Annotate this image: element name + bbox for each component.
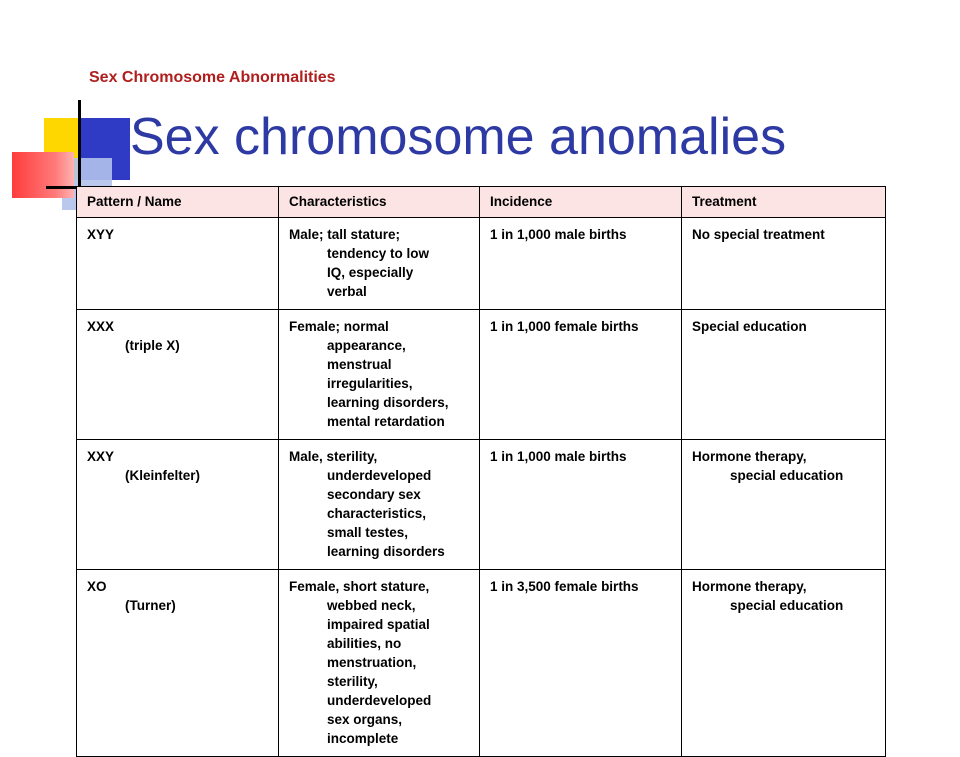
char-line: IQ, especially xyxy=(327,265,414,280)
decor-red-square xyxy=(12,152,74,198)
char-line: Male, sterility, xyxy=(289,449,378,464)
cell-treatment xyxy=(682,440,886,570)
char-line: learning disorders xyxy=(327,544,445,559)
char-line: appearance, xyxy=(327,338,406,353)
cell-characteristics xyxy=(279,310,480,440)
char-line: verbal xyxy=(327,284,367,299)
char-line: webbed neck, xyxy=(327,598,416,613)
char-line: incomplete xyxy=(327,731,399,746)
cell-treatment xyxy=(682,570,886,757)
char-line: Female, short stature, xyxy=(289,579,430,594)
char-line: impaired spatial xyxy=(327,617,430,632)
char-line: underdeveloped xyxy=(327,693,432,708)
table-row xyxy=(77,218,886,310)
char-line: abilities, no xyxy=(327,636,402,651)
anomalies-table xyxy=(76,186,886,757)
header-treatment: Treatment xyxy=(682,187,886,218)
cell-pattern xyxy=(77,440,279,570)
table-header-row xyxy=(77,187,886,218)
header-pattern: Pattern / Name xyxy=(77,187,279,218)
decor-vertical-line xyxy=(78,100,81,192)
slide-subtitle: Sex Chromosome Abnormalities xyxy=(89,69,336,86)
treatment-line: special education xyxy=(730,468,844,483)
cell-incidence: 1 in 1,000 female births xyxy=(480,310,682,440)
cell-characteristics xyxy=(279,440,480,570)
pattern-name: (triple X) xyxy=(125,338,180,353)
char-line: mental retardation xyxy=(327,414,445,429)
table-row xyxy=(77,310,886,440)
treatment-line: Hormone therapy, xyxy=(692,579,807,594)
char-line: sex organs, xyxy=(327,712,403,727)
pattern-name: (Turner) xyxy=(125,598,176,613)
char-line: underdeveloped xyxy=(327,468,432,483)
header-characteristics: Characteristics xyxy=(279,187,480,218)
cell-treatment xyxy=(682,218,886,310)
cell-characteristics xyxy=(279,570,480,757)
cell-pattern xyxy=(77,310,279,440)
char-line: sterility, xyxy=(327,674,378,689)
treatment-line: Hormone therapy, xyxy=(692,449,807,464)
cell-pattern xyxy=(77,218,279,310)
header-incidence: Incidence xyxy=(480,187,682,218)
char-line: characteristics, xyxy=(327,506,427,521)
pattern-code: XYY xyxy=(87,227,115,242)
char-line: tendency to low xyxy=(327,246,430,261)
pattern-code: XXY xyxy=(87,449,115,464)
treatment-line: Special education xyxy=(692,319,807,334)
char-line: small testes, xyxy=(327,525,409,540)
slide-title: Sex chromosome anomalies xyxy=(130,108,787,166)
table-row xyxy=(77,570,886,757)
pattern-code: XXX xyxy=(87,319,115,334)
cell-incidence: 1 in 1,000 male births xyxy=(480,218,682,310)
cell-pattern xyxy=(77,570,279,757)
cell-treatment xyxy=(682,310,886,440)
char-line: menstruation, xyxy=(327,655,417,670)
char-line: Male; tall stature; xyxy=(289,227,401,242)
char-line: learning disorders, xyxy=(327,395,449,410)
cell-incidence: 1 in 3,500 female births xyxy=(480,570,682,757)
char-line: secondary sex xyxy=(327,487,421,502)
pattern-code: XO xyxy=(87,579,107,594)
pattern-name: (Kleinfelter) xyxy=(125,468,201,483)
cell-incidence: 1 in 1,000 male births xyxy=(480,440,682,570)
treatment-line: No special treatment xyxy=(692,227,825,242)
table-row xyxy=(77,440,886,570)
treatment-line: special education xyxy=(730,598,844,613)
char-line: irregularities, xyxy=(327,376,413,391)
char-line: Female; normal xyxy=(289,319,389,334)
cell-characteristics xyxy=(279,218,480,310)
char-line: menstrual xyxy=(327,357,392,372)
